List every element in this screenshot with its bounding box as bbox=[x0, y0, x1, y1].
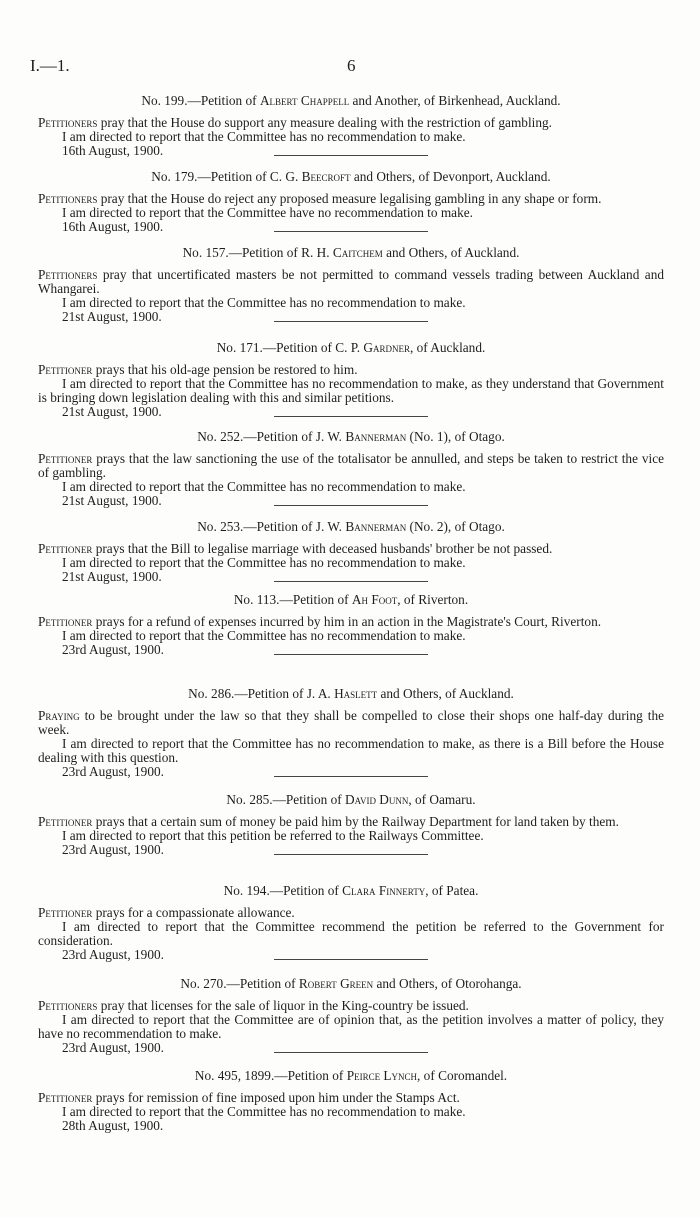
petition-heading: No. 495, 1899.—Petition of Peirce Lynch, of Coromandel. bbox=[194, 1068, 508, 1083]
divider-rule bbox=[274, 231, 428, 232]
petition-heading: No. 252.—Petition of J. W. Bannerman (No. 1), of Otago. bbox=[197, 429, 505, 444]
divider-rule bbox=[274, 505, 428, 506]
report-date: 23rd August, 1900. bbox=[62, 764, 164, 779]
report-date: 23rd August, 1900. bbox=[62, 1040, 164, 1055]
divider-rule bbox=[274, 854, 428, 855]
report-date: 23rd August, 1900. bbox=[62, 947, 164, 962]
petition-prayer: Petitioners pray that the House do support any measure dealing with the restriction of gambling. bbox=[38, 115, 552, 130]
petitioner-name: J. W. Bannerman bbox=[315, 519, 407, 534]
page-number: 6 bbox=[347, 56, 356, 75]
committee-report: I am directed to report that the Committee has no recommendation to make. bbox=[62, 295, 466, 310]
petition-entry bbox=[38, 792, 664, 883]
committee-report: I am directed to report that the Committee has no recommendation to make. bbox=[62, 628, 466, 643]
committee-report: I am directed to report that this petition be referred to the Railways Committee. bbox=[62, 828, 484, 843]
petition-entry bbox=[38, 340, 664, 429]
petitioner-name: Albert Chappell bbox=[259, 93, 350, 108]
petition-heading: No. 179.—Petition of C. G. Beecroft and Others, of Devonport, Auckland. bbox=[151, 169, 551, 184]
divider-rule bbox=[274, 155, 428, 156]
petition-entry bbox=[38, 93, 664, 169]
petition-prayer: Petitioner prays for a compassionate allowance. bbox=[38, 905, 295, 920]
divider-rule bbox=[274, 321, 428, 322]
petition-entry bbox=[38, 686, 664, 792]
report-date: 21st August, 1900. bbox=[62, 309, 162, 324]
petition-heading: No. 157.—Petition of R. H. Caitchem and Others, of Auckland. bbox=[182, 245, 520, 260]
petition-entry bbox=[38, 519, 664, 592]
divider-rule bbox=[274, 776, 428, 777]
committee-report: I am directed to report that the Committee has no recommendation to make. bbox=[62, 479, 466, 494]
petition-number: No. 495, 1899. bbox=[194, 1068, 275, 1083]
report-date: 23rd August, 1900. bbox=[62, 642, 164, 657]
petition-entry bbox=[38, 245, 664, 340]
petition-heading: No. 194.—Petition of Clara Finnerty, of Patea. bbox=[223, 883, 479, 898]
petition-entry bbox=[38, 883, 664, 976]
paper-reference: I.—1. bbox=[30, 56, 70, 75]
report-date: 21st August, 1900. bbox=[62, 404, 162, 419]
petition-number: No. 113. bbox=[233, 592, 280, 607]
report-date: 16th August, 1900. bbox=[62, 219, 164, 234]
petition-list bbox=[38, 93, 664, 1148]
petition-heading: No. 199.—Petition of Albert Chappell and Another, of Birkenhead, Auckland. bbox=[141, 93, 561, 108]
petition-prayer: Petitioner prays for remission of fine imposed upon him under the Stamps Act. bbox=[38, 1090, 460, 1105]
petition-entry bbox=[38, 169, 664, 245]
committee-report: I am directed to report that the Committee has no recommendation to make. bbox=[62, 129, 466, 144]
petitioner-name: Clara Finnerty bbox=[342, 883, 426, 898]
petition-number: No. 194. bbox=[223, 883, 270, 898]
petition-prayer: Petitioner prays that his old-age pension be restored to him. bbox=[38, 362, 358, 377]
petition-entry bbox=[38, 1068, 664, 1148]
committee-report: I am directed to report that the Committee recommend the petition be referred to the Government for consideration. bbox=[38, 919, 664, 948]
petition-prayer: Petitioners pray that the House do reject any proposed measure legalising gambling in any shape or form. bbox=[38, 191, 602, 206]
report-date: 16th August, 1900. bbox=[62, 143, 164, 158]
petitioner-name: Ah Foot bbox=[351, 592, 398, 607]
petition-prayer: Praying to be brought under the law so that they shall be compelled to close their shops one half-day during the week. bbox=[38, 708, 664, 737]
divider-rule bbox=[274, 654, 428, 655]
petitioner-name: R. H. Caitchem bbox=[301, 245, 383, 260]
petitioner-name: David Dunn bbox=[345, 792, 409, 807]
report-date: 21st August, 1900. bbox=[62, 569, 162, 584]
petition-heading: No. 253.—Petition of J. W. Bannerman (No. 2), of Otago. bbox=[197, 519, 505, 534]
petitioner-name: Robert Green bbox=[298, 976, 374, 991]
petition-number: No. 157. bbox=[182, 245, 229, 260]
petition-prayer: Petitioner prays that the law sanctioning the use of the totalisator be annulled, and steps be taken to restrict the vice of gambling. bbox=[38, 451, 664, 480]
petition-entry bbox=[38, 592, 664, 686]
committee-report: I am directed to report that the Committee has no recommendation to make, as there is a Bill before the House dealing with this question. bbox=[38, 736, 664, 765]
petition-prayer: Petitioner prays that a certain sum of money be paid him by the Railway Department for land taken by them. bbox=[38, 814, 619, 829]
petition-number: No. 286. bbox=[188, 686, 235, 701]
petitioner-name: J. A. Haslett bbox=[306, 686, 378, 701]
petition-heading: No. 285.—Petition of David Dunn, of Oamaru. bbox=[226, 792, 476, 807]
report-date: 23rd August, 1900. bbox=[62, 842, 164, 857]
divider-rule bbox=[274, 416, 428, 417]
committee-report: I am directed to report that the Committee has no recommendation to make, as they understand that Government is bringing down legislation dealing with this and similar petitions. bbox=[38, 376, 664, 405]
report-date: 21st August, 1900. bbox=[62, 493, 162, 508]
divider-rule bbox=[274, 1052, 428, 1053]
petition-entry bbox=[38, 976, 664, 1068]
report-date: 28th August, 1900. bbox=[62, 1118, 164, 1133]
committee-report: I am directed to report that the Committee are of opinion that, as the petition involves a matter of policy, they have no recommendation to make. bbox=[38, 1012, 664, 1041]
petition-prayer: Petitioners pray that uncertificated masters be not permitted to command vessels trading between Auckland and Whangarei. bbox=[38, 267, 664, 296]
committee-report: I am directed to report that the Committee has no recommendation to make. bbox=[62, 1104, 466, 1119]
committee-report: I am directed to report that the Committee has no recommendation to make. bbox=[62, 555, 466, 570]
petition-heading: No. 171.—Petition of C. P. Gardner, of Auckland. bbox=[216, 340, 486, 355]
petition-prayer: Petitioner prays that the Bill to legalise marriage with deceased husbands' brother be not passed. bbox=[38, 541, 553, 556]
petition-entry bbox=[38, 429, 664, 519]
petition-number: No. 270. bbox=[180, 976, 227, 991]
petition-number: No. 252. bbox=[197, 429, 244, 444]
petition-heading: No. 113.—Petition of Ah Foot, of Riverton. bbox=[233, 592, 469, 607]
petition-number: No. 285. bbox=[226, 792, 273, 807]
petition-heading: No. 286.—Petition of J. A. Haslett and Others, of Auckland. bbox=[188, 686, 514, 701]
petition-number: No. 171. bbox=[216, 340, 263, 355]
petition-number: No. 179. bbox=[151, 169, 198, 184]
petition-prayer: Petitioners pray that licenses for the sale of liquor in the King-country be issued. bbox=[38, 998, 469, 1013]
petitioner-name: J. W. Bannerman bbox=[315, 429, 407, 444]
petition-number: No. 199. bbox=[141, 93, 188, 108]
petition-heading: No. 270.—Petition of Robert Green and Others, of Otorohanga. bbox=[180, 976, 522, 991]
divider-rule bbox=[274, 959, 428, 960]
petitioner-name: C. G. Beecroft bbox=[269, 169, 351, 184]
committee-report: I am directed to report that the Committee have no recommendation to make. bbox=[62, 205, 473, 220]
petition-prayer: Petitioner prays for a refund of expenses incurred by him in an action in the Magistrate's Court, Riverton. bbox=[38, 614, 602, 629]
petitioner-name: C. P. Gardner bbox=[335, 340, 410, 355]
divider-rule bbox=[274, 581, 428, 582]
petition-number: No. 253. bbox=[197, 519, 244, 534]
petitioner-name: Peirce Lynch bbox=[346, 1068, 418, 1083]
